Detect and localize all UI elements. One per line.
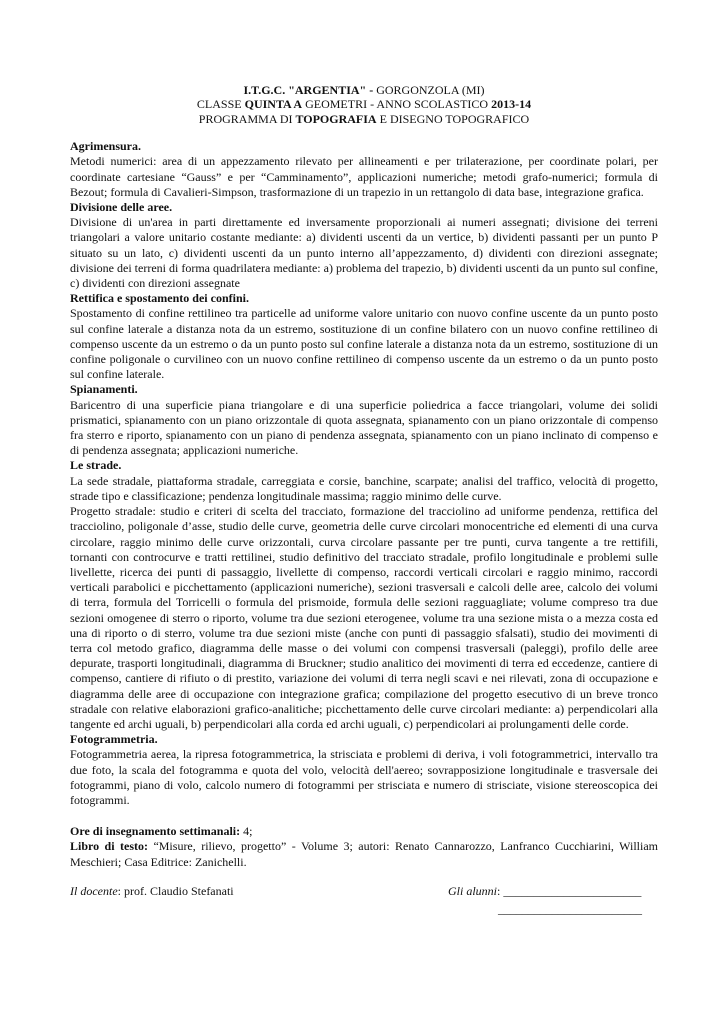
section-title: Agrimensura. [70,139,141,154]
section-text: Baricentro di una superficie piana triangolare e di una superficie poliedrica a facce triangolari, volume dei solidi prismatici, spianamento con un piano orizzontale di quota assegnata, spianamento con un piano orizzontale di compenso fra sterro e riporto, spianamento con un piano di pendenza assegnata, spianamento con un piano inclinato di compenso e di pendenza assegnata; applicazioni numeriche. [70,397,658,458]
class-prefix: CLASSE [196,97,245,112]
spacer [70,808,658,824]
section-spianamenti [70,382,658,458]
section-title: Spianamenti. [70,382,138,397]
section-text: Metodi numerici: area di un appezzamento rilevato per allineamenti e per trilaterazione, per coordinate polari, per coordinate cartesiane “Gauss” e per “Camminamento”, applicazioni numeriche; metodi grafo-numerici; formula di Bezout; formula di Cavalieri-Simpson, trasformazione di un trapezio in un rettangolo di data base, integrazione grafica. [70,154,658,199]
section-text: Divisione di un'area in parti direttamente ed inversamente proporzionali ai numeri assegnati; divisione dei terreni triangolari a valore unitario costante mediante: a) dividenti uscenti da un vertice, b) dividenti passanti per un punto P situato su un lato, c) dividenti uscenti da un punto interno all’appezzamento, d) dividenti con direzioni assegnate; divisione dei terreni di forma quadrilatera mediante: a) problema del trapezio, b) dividenti uscenti da un punto sul confine, c) dividenti con direzioni assegnate [70,215,658,291]
teacher-label: Il docente [70,883,118,898]
hours-label: Ore di insegnamento settimanali: [70,824,241,839]
subject-name: TOPOGRAFIA [295,111,377,126]
program-line [70,112,658,126]
program-prefix: PROGRAMMA DI [198,111,296,126]
program-suffix: E DISEGNO TOPOGRAFICO [376,111,530,126]
section-text: Spostamento di confine rettilineo tra particelle ad uniforme valore unitario con nuovo confine uscente da un punto posto sul confine laterale a distanza nota da un estremo, sostituzione di un confine bilatero con un nuovo confine rettilineo di compenso uscente da un estremo o da un punto posto sul confine laterale a distanza nota da un estremo, sostituzione di un confine poligonale o curvilineo con un nuovo confine rettilineo di compenso uscente da un estremo o da un punto posto sul confine laterale. [70,306,658,382]
teacher-name: : prof. Claudio Stefanati [117,883,234,898]
students-signature [448,884,641,899]
document-page [70,83,658,918]
school-line [70,83,658,97]
section-strade [70,458,658,732]
section-text: Fotogrammetria aerea, la ripresa fotogrammetrica, la strisciata e problemi di deriva, i voli fotogrammetrici, intervallo tra due foto, la scala del fotogramma e quota del volo, velocità dell'aereo; sovrapposizione longitudinale e trasversale dei fotogrammi, piano di volo, calcolo numero di fotogrammi per strisciata e numero di strisciate, visione stereoscopica dei fotogrammi. [70,747,658,807]
students-label: Gli alunni [448,883,498,898]
section-text: La sede stradale, piattaforma stradale, carreggiata e corsie, banchine, scarpate; analisi del traffico, velocità di progetto, strade tipo e classificazione; pendenza longitudinale massima; raggio minimo delle curve. [70,473,658,503]
spacer [70,870,658,884]
hours-value: 4; [240,824,253,839]
hours-line [70,824,658,839]
section-divisione [70,200,658,291]
teacher-signature [70,884,234,899]
section-rettifica [70,291,658,382]
class-name: QUINTA A [244,97,303,112]
section-title: Divisione delle aree. [70,200,173,215]
section-title: Le strade. [70,458,122,473]
class-line [70,97,658,111]
students-line: : _______________________ [497,883,642,898]
section-agrimensura [70,139,658,200]
section-title: Rettifica e spostamento dei confini. [70,291,249,306]
signature-block [70,884,658,918]
class-middle: GEOMETRI - ANNO SCOLASTICO [302,97,492,112]
document-header [70,83,658,126]
students-line-2: ________________________ [498,901,642,916]
textbook-label: Libro di testo: [70,839,148,854]
section-text: Progetto stradale: studio e criteri di scelta del tracciato, formazione del tracciolino ad uniforme pendenza, rettifica del tracciolino, poligonale d’asse, studio delle curve, geometria delle curve circolari monocentriche ed elementi di una curva circolare, raggio minimo delle curve orizzontali, curva circolare passante per tre punti, curva tangente a tre rettifili, tornanti con controcurve e tratti rettilinei, studio definitivo del tracciato stradale, profilo longitudinale e problemi sulle livellette, ricerca dei punti di passaggio, livellette di compenso, raccordi verticali circolari e raggio minimo, raccordi verticali parabolici e picchettamento (applicazioni numeriche), sezioni trasversali e calcoli delle aree, calcolo dei volumi di terra, formula del Torricelli o formula del prismoide, formula delle sezioni ragguagliate; volume compreso tra due sezioni omogenee di sterro o riporto, volume tra due sezioni eterogenee, volume tra una sezione mista o a mezza costa ed una di riporto o di sterro, volume tra due sezioni miste (anche con punti di passaggio sfalsati), studio dei movimenti di terra col metodo grafico, diagramma delle masse o dei volumi con compensi trasversali (paleggi), profilo delle aree depurate, trasporti longitudinali, diagramma di Bruckner; studio analitico dei movimenti di terra ed eccedenze, cantiere di compenso, cantiere di rifiuto o di prestito, variazione dei volumi di terra negli scavi e nei rilevati, zona di occupazione e diagramma delle aree di occupazione con integrazione grafica; compilazione del progetto esecutivo di un breve tronco stradale con relative elaborazioni grafico-analitiche; picchettamento delle curve circolari mediante: a) perpendicolari alla tangente ed archi uguali, b) perpendicolari alla corda ed archi uguali, c) perpendicolari ai prolungamenti delle corde. [70,504,658,731]
section-fotogrammetria [70,732,658,808]
textbook-value: “Misure, rilievo, progetto” - Volume 3; autori: Renato Cannarozzo, Lanfranco Cucchiarini, William Meschieri; Casa Editrice: Zanichelli. [70,839,658,869]
section-title: Fotogrammetria. [70,732,158,747]
school-year: 2013-14 [491,97,532,112]
school-name: I.T.G.C. "ARGENTIA" - [243,83,374,97]
school-location: GORGONZOLA (MI) [373,83,485,97]
textbook-line [70,839,658,869]
